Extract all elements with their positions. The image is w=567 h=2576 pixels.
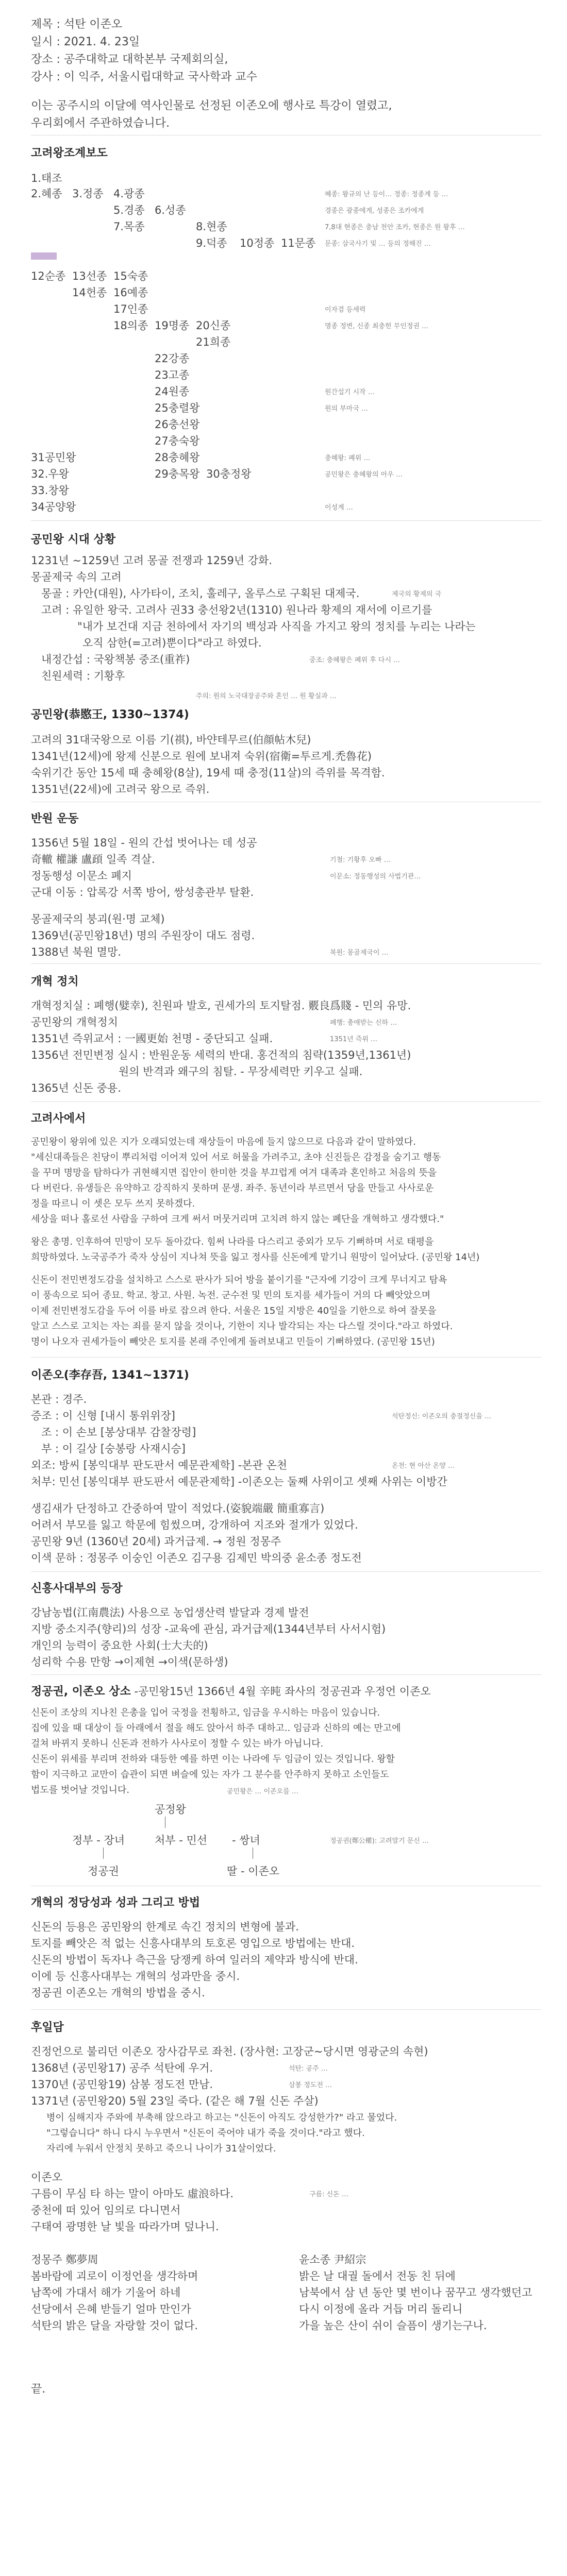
tree-node: 15숙종 <box>113 270 148 282</box>
text-line: 처부: 민선 [봉익대부 판도판서 예문관제학] -이존오는 둘째 사위이고 셋째 사위는 이방간 <box>31 1476 447 1488</box>
poem-line: 밝은 날 대궐 돌에서 전동 친 뒤에 <box>299 2270 456 2282</box>
text-line: 개혁정치실 : 폐행(嬖幸), 친원파 발호, 권세가의 토지탈점. 覈良爲賤 - 민의 유망. <box>31 999 411 1012</box>
tree-node: 34공양왕 <box>31 501 76 513</box>
text-line: 강남농법(江南農法) 사용으로 농업생산력 발달과 경제 발전 <box>31 1606 309 1619</box>
text-line: 외조: 방씨 [봉익대부 판도판서 예문관제학] -본관 온천 <box>31 1459 288 1471</box>
text-line: 토지를 빼앗은 적 없는 신흥사대부의 토호론 영입으로 방법에는 반대. <box>31 1937 355 1950</box>
text-line: 희망하였다. 노국공주가 죽자 상심이 지나쳐 뜻을 잃고 정사를 신돈에게 맡기니 원망이 일어났다. (공민왕 14년) <box>31 1252 480 1263</box>
text-line: 1365년 신돈 중용. <box>31 1082 121 1094</box>
text-line: 이에 등 신흥사대부는 개혁의 성과만을 중시. <box>31 1970 240 1982</box>
text-note: 이문소: 정동행성의 사법기관… <box>330 873 421 880</box>
family-note: 정공권(鄭公權): 고려말기 문신 … <box>330 1837 429 1845</box>
text-line: 집에 있을 때 대상이 들 아래에서 절을 해도 앉아서 하주 대하고.. 임금과 신하의 예는 만고에 <box>31 1723 401 1734</box>
poem-line: 가을 높은 산이 쉬이 슬픔이 생기는구나. <box>299 2319 487 2332</box>
text-line: "세신대족들은 친당이 뿌리처럼 이어져 있어 서로 허물을 가려주고, 초야 신진들은 감정을 숨기고 행동 <box>31 1152 441 1163</box>
text-line: 성리학 수용 만항 →이제현 →이색(문하생) <box>31 1656 228 1668</box>
section-sinjin-title: 신흥사대부의 등장 <box>31 1582 123 1595</box>
section-leejono-title: 이존오(李存吾, 1341~1371) <box>31 1369 189 1382</box>
text-line: 1351년(22세)에 고려국 왕으로 즉위. <box>31 783 210 795</box>
poem-line: 봄바람에 괴로이 이정언을 생각하며 <box>31 2270 198 2282</box>
text-line: "내가 보건대 지금 천하에서 자기의 백성과 사직을 가지고 왕의 정치를 누리는 나라는 <box>77 620 476 633</box>
tree-note: 원의 부마국 … <box>325 405 369 413</box>
text-line: 오직 삼한(=고려)뿐이다"라고 하였다. <box>82 637 262 649</box>
text-line: 공민왕의 개혁정치 <box>31 1016 118 1028</box>
text-line: 걸쳐 바뀌지 못하니 신돈과 전하가 사사로이 정할 수 있는 바가 아닙니다. <box>31 1738 324 1749</box>
tree-note: 경종은 광종에게, 성종은 조카에게 <box>325 207 424 215</box>
text-line: 신돈의 방법이 독자나 측근을 당쟁케 하여 일러의 제약과 방식에 반대. <box>31 1954 358 1966</box>
tree-note: 문종: 삼국사기 및 … 등의 정해진 … <box>325 240 431 248</box>
divider <box>31 1357 541 1358</box>
tree-note: 명종 정변, 신종 최충헌 무인정권 … <box>325 323 429 330</box>
poem-line: 구태여 광명한 날 빛을 따라가며 덮나니. <box>31 2221 219 2233</box>
section-failure-title: 개혁의 정당성과 성과 그리고 방법 <box>31 1896 201 1909</box>
text-line: 몽골제국 속의 고려 <box>31 571 122 583</box>
section-memorial-title: 정공권, 이존오 상소 <box>31 1685 131 1698</box>
text-note: 석탄: 공주 … <box>289 2065 328 2073</box>
text-note: 공민왕은 … 이존오를 … <box>227 1788 298 1795</box>
text-line: 奇轍 權謙 盧頙 일족 격살. <box>31 853 155 866</box>
text-line: 내정간섭 : 국왕책봉 중조(重祚) <box>41 653 190 666</box>
text-line: 공민왕 9년 (1360년 20세) 과거급제. → 정원 정몽주 <box>31 1535 281 1548</box>
text-line: 세상을 떠나 홀로선 사람을 구하여 크게 써서 머뭇거리며 고치려 하지 않는 폐단을 개혁하고 생각했다." <box>31 1214 444 1225</box>
family-top: 공정왕 <box>155 1803 186 1816</box>
tree-node: 26충선왕 <box>155 418 200 431</box>
divider <box>31 520 541 521</box>
section-gongmin-title: 공민왕(恭愍王, 1330~1374) <box>31 708 189 721</box>
text-line: 1351년 즉위교서 : 一國更始 천명 - 중단되고 실패. <box>31 1032 273 1045</box>
divider <box>31 1674 541 1675</box>
text-line: 고려의 31대국왕으로 이름 기(祺), 바얀테무르(伯顔帖木兒) <box>31 734 311 746</box>
family-right: - 쌍녀 <box>232 1834 260 1846</box>
doc-lecturer: 강사 : 이 익주, 서울시립대학교 국사학과 교수 <box>31 71 257 83</box>
doc-intro-1: 이는 공주시의 이달에 역사인물로 선정된 이존오에 행사로 특강이 열렸고, <box>31 99 392 112</box>
text-line: 이제 전민변정도감을 두어 이를 바로 잡으려 한다. 서울은 15일 지방은 40일을 기한으로 하여 잘못을 <box>31 1306 437 1316</box>
tree-note: 충혜왕: 폐위 … <box>325 454 371 462</box>
poem-line: 구름이 무심 타 하는 말이 아마도 虛浪하다. <box>31 2188 234 2200</box>
text-line: 신돈이 위세를 부리며 전하와 대등한 예를 하면 이는 나라에 두 임금이 있는 것입니다. 왕할 <box>31 1754 395 1765</box>
text-line: 명이 나오자 권세가들이 빼앗은 토지를 본래 주인에게 돌려보내고 민들이 기뻐하였다. (공민왕 15년) <box>31 1336 435 1347</box>
text-line: 조 : 이 손보 [봉상대부 감찰장령] <box>41 1426 196 1438</box>
tree-node: 23고종 <box>155 369 190 381</box>
poem-line: 선당에서 은혜 받들기 얼마 만인가 <box>31 2303 191 2315</box>
text-line: 개인의 능력이 중요한 사회(士大夫的) <box>31 1639 208 1652</box>
tree-node: 12순종 <box>31 270 66 282</box>
doc-intro-2: 우리회에서 주관하였습니다. <box>31 117 170 130</box>
tree-node: 27충숙왕 <box>155 435 200 447</box>
section-later-title: 후일담 <box>31 2021 64 2034</box>
family-center: 처부 - 민선 <box>155 1834 208 1846</box>
doc-date: 일시 : 2021. 4. 23일 <box>31 36 140 48</box>
tree-node: 10정종 <box>240 237 275 249</box>
text-note: 삼봉 정도전 … <box>289 2081 332 2089</box>
text-line: 1368년 (공민왕17) 공주 석탄에 우거. <box>31 2062 213 2074</box>
text-line: 1369년(공민왕18년) 명의 주원장이 대도 점령. <box>31 929 255 942</box>
tree-node: 30충정왕 <box>206 468 252 480</box>
section-goryeosa-title: 고려사에서 <box>31 1112 86 1125</box>
section-policy-title: 공민왕 시대 상황 <box>31 533 116 546</box>
text-note: 석탄정신: 이존오의 충절정신을 … <box>392 1413 492 1420</box>
text-line: 부 : 이 길상 [숭봉랑 사재시승] <box>41 1443 186 1455</box>
text-line: 이색 문하 : 정몽주 이숭인 이존오 김구용 김제민 박의중 윤소종 정도전 <box>31 1552 362 1564</box>
text-line: 함이 지극하고 교만이 습관이 되면 벼슬에 있는 자가 그 분수를 안주하지 못하고 소인들도 <box>31 1769 389 1780</box>
text-line: 정공권 이존오는 개혁의 방법을 중시. <box>31 1987 205 1999</box>
memorial-heading-line <box>31 1683 431 1699</box>
tree-node: 32.우왕 <box>31 468 69 480</box>
poem-title: 이존오 <box>31 2171 62 2183</box>
text-note: 북원: 몽골제국이 … <box>330 949 389 957</box>
text-line: 본관 : 경주. <box>31 1393 87 1405</box>
poem-right-title: 윤소종 尹紹宗 <box>299 2253 366 2266</box>
text-note: 중조: 충혜왕은 폐위 후 다시 … <box>309 656 401 664</box>
text-line: 생김새가 단정하고 간중하여 말이 적었다.(姿貌端嚴 簡重寡言) <box>31 1502 325 1515</box>
text-line: 1371년 (공민왕20) 5월 23일 죽다. (같은 해 7월 신돈 주살) <box>31 2095 319 2107</box>
tree-node: 18의종 <box>113 319 148 332</box>
text-line: 몽골 : 카안(대원), 사가타이, 조치, 훌레구, 올루스로 구획된 대제국. <box>41 587 360 600</box>
tree-node: 8.현종 <box>196 221 227 233</box>
family-bottom-right: 딸 - 이존오 <box>227 1865 280 1877</box>
text-note: 제국의 황제의 국 <box>392 590 442 598</box>
tree-node: 6.성종 <box>155 204 186 216</box>
tree-note: 원간섭기 시작 … <box>325 388 375 396</box>
tree-node: 20신종 <box>196 319 231 332</box>
tree-node: 3.정종 <box>72 188 104 200</box>
text-line: 1370년 (공민왕19) 삼봉 정도전 만남. <box>31 2078 213 2091</box>
text-line: 알고 스스로 고치는 자는 죄를 묻지 않을 것이나, 기한이 지나 발각되는 자는 다스릴 것이다."라고 하였다. <box>31 1321 453 1332</box>
text-line: "그렇습니다" 하니 다시 누우면서 "신돈이 죽어야 내가 죽을 것이다."라고 했다. <box>46 2128 365 2139</box>
text-line: 정을 따르니 이 셋은 모두 쓰지 못하겠다. <box>31 1198 195 1209</box>
tree-note: 이성계 … <box>325 504 353 512</box>
text-line: 신돈의 등용은 공민왕의 한계로 속긴 정치의 변형에 불과. <box>31 1921 299 1933</box>
text-line: 증조 : 이 신형 [내시 통위위장] <box>31 1410 175 1422</box>
tree-node: 11문종 <box>281 237 316 249</box>
tree-note: 혜종: 왕규의 난 등이… 정종: 정종계 등 … <box>325 191 448 198</box>
text-line: 다 버린다. 유생들은 유약하고 강직하지 못하며 문생. 좌주. 동년이라 부르면서 당을 만들고 사사로운 <box>31 1183 434 1194</box>
text-line: 몽골제국의 붕괴(원·명 교체) <box>31 913 165 925</box>
text-line: 진정언으로 불리던 이존오 장사감무로 좌천. (장사현: 고장군~당시면 영광군의 속현) <box>31 2045 428 2058</box>
section-lineage-title: 고려왕조계보도 <box>31 147 108 160</box>
text-line: 고려 : 유일한 왕국. 고려사 권33 충선왕2년(1310) 원나라 황제의 재서에 이르기를 <box>41 604 432 616</box>
tree-note: 7,8대 현종은 충남 천안 조카, 현종은 원 왕후 … <box>325 224 465 231</box>
text-line: 자리에 누워서 안정치 못하고 죽으니 나이가 31살이었다. <box>46 2143 276 2154</box>
text-line: 신돈이 전민변정도감을 설치하고 스스로 판사가 되어 방을 붙이기를 "근자에 기강이 크게 무너지고 탐욕 <box>31 1275 447 1285</box>
tree-node: 5.경종 <box>113 204 145 216</box>
doc-title: 제목 : 석탄 이존오 <box>31 18 123 31</box>
divider <box>31 2009 541 2010</box>
tree-node: 22강종 <box>155 352 190 365</box>
poem-line: 남쪽에 가대서 해가 기울어 하네 <box>31 2286 181 2299</box>
text-note: 폐행: 총애받는 신하 … <box>330 1019 397 1027</box>
text-line: 지방 중소지주(향리)의 성장 -교육에 관심, 과거급제(1344년부터 사서시험) <box>31 1623 386 1635</box>
text-line: 1341년(12세)에 왕제 신분으로 원에 보내져 숙위(宿衛=투르게.禿魯花) <box>31 750 372 762</box>
divider <box>31 1101 541 1102</box>
section-reform-title: 개혁 정치 <box>31 975 79 988</box>
tree-node: 29충목왕 <box>155 468 200 480</box>
poem-left-title: 정몽주 鄭夢周 <box>31 2253 98 2266</box>
text-line: 1388년 북원 멸망. <box>31 946 121 958</box>
tree-node: 19명종 <box>155 319 190 332</box>
section-yuan-title: 반원 운동 <box>31 812 79 825</box>
text-line: 1356년 5월 18일 - 원의 간섭 벗어나는 데 성공 <box>31 837 257 849</box>
end-mark: 끝. <box>31 2383 46 2396</box>
family-bottom-left: 정공권 <box>88 1865 119 1877</box>
text-line: 숙위기간 동안 15세 때 충혜왕(8살), 19세 때 충정(11살)의 즉위를 목격함. <box>31 767 385 779</box>
text-note: 온천: 현 아산 온양 … <box>392 1462 455 1470</box>
text-line: 공민왕이 왕위에 있은 지가 오래되었는데 재상들이 마음에 들지 않으므로 다음과 같이 말하였다. <box>31 1137 416 1147</box>
poem-line: 중천에 떠 있어 임의로 다니면서 <box>31 2204 181 2216</box>
text-line: 신돈이 조상의 지나친 은총을 입어 국정을 전횡하고, 임금을 우시하는 마음이 있습니다. <box>31 1707 380 1718</box>
text-line: 군대 이동 : 압록강 서쪽 방어, 쌍성총관부 탈환. <box>31 886 254 899</box>
family-left: 정부 - 장녀 <box>72 1834 125 1846</box>
text-line: 친원세력 : 기황후 <box>41 670 125 682</box>
divider <box>31 1571 541 1572</box>
text-line: 왕은 총명. 인후하여 민망이 모두 돌아갔다. 힘써 나라를 다스리고 중외가 모두 기뻐하며 서로 태평을 <box>31 1236 434 1247</box>
highlight-mark <box>31 252 57 260</box>
poem-line: 석탄의 밝은 달을 자랑할 것이 없다. <box>31 2319 198 2332</box>
text-line: 병이 심해지자 주와에 부축해 앉으라고 하고는 "신돈이 아직도 강성한가?" 라고 물었다. <box>46 2112 397 2123</box>
divider <box>31 963 541 964</box>
poem-line: 다시 이정에 올라 거듭 머리 돌리니 <box>299 2303 463 2315</box>
tree-node: 28충혜왕 <box>155 451 200 464</box>
text-note: 주의: 원의 노국대장공주와 혼인 … 원 황실과 … <box>196 692 337 700</box>
text-line: 1231년 ~1259년 고려 몽골 전쟁과 1259년 강화. <box>31 554 273 567</box>
text-line: 이 풍속으로 되어 종묘. 학교. 창고. 사원. 녹전. 군수전 및 민의 토지를 세가들이 거의 다 빼앗았으며 <box>31 1290 431 1301</box>
tree-node: 17인종 <box>113 303 148 315</box>
family-connector <box>103 1848 104 1859</box>
tree-node: 4.광종 <box>113 188 145 200</box>
text-line: 1356년 전민변정 실시 : 반원운동 세력의 반대. 홍건적의 침략(1359년,1361년) <box>31 1049 411 1061</box>
tree-node: 1.태조 <box>31 172 62 184</box>
poem-line: 남북에서 삼 년 동안 몇 번이나 꿈꾸고 생각했던고 <box>299 2286 532 2299</box>
text-line: 법도를 벗어날 것입니다. <box>31 1785 130 1795</box>
tree-note: 이자겸 등세력 <box>325 306 366 314</box>
text-line: 을 꾸며 명망을 탐하다가 귀현해지면 집안이 한미한 것을 부끄럽게 여겨 대족과 혼인하고 처음의 뜻을 <box>31 1167 437 1178</box>
text-line: 원의 반격과 왜구의 침탈. - 무장세력만 키우고 실패. <box>119 1065 363 1078</box>
tree-node: 21희종 <box>196 336 231 348</box>
text-line: 정동행성 이문소 폐지 <box>31 870 132 882</box>
tree-node: 9.덕종 <box>196 237 227 249</box>
tree-node: 25충렬왕 <box>155 402 200 414</box>
tree-note: 공민왕은 충혜왕의 아우 … <box>325 471 403 479</box>
tree-node: 33.창왕 <box>31 484 69 497</box>
tree-node: 24원종 <box>155 385 190 398</box>
tree-node: 13선종 <box>72 270 107 282</box>
tree-node: 31공민왕 <box>31 451 76 464</box>
tree-node: 14헌종 <box>72 286 107 299</box>
doc-place: 장소 : 공주대학교 대학본부 국제회의실, <box>31 53 228 66</box>
tree-node: 16예종 <box>113 286 148 299</box>
tree-node: 7.목종 <box>113 221 145 233</box>
text-note: 구름: 신돈 … <box>309 2191 348 2198</box>
text-line: 어려서 부모를 잃고 학문에 힘썼으며, 강개하여 지조와 절개가 있었다. <box>31 1519 358 1531</box>
text-line: -공민왕15년 1366년 4월 辛旽 좌사의 정공권과 우정언 이존오 <box>134 1685 431 1698</box>
text-note: 기철: 기황후 오빠 … <box>330 856 391 864</box>
tree-node: 2.혜종 <box>31 188 62 200</box>
text-note: 1351년 즉위 … <box>330 1036 378 1043</box>
